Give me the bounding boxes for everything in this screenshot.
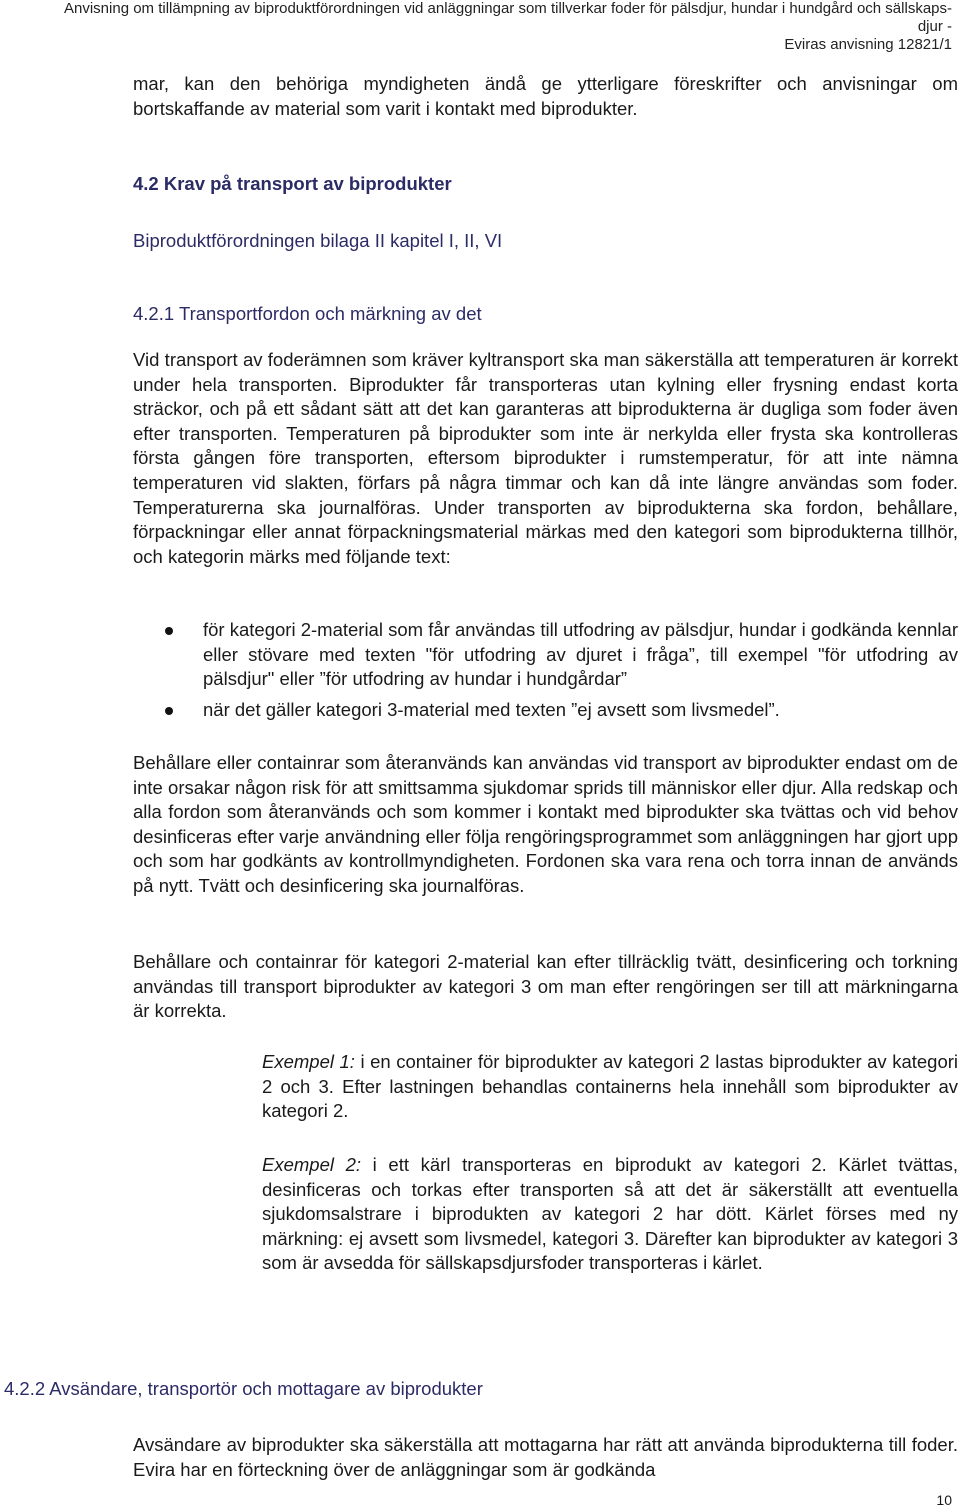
marking-text-list — [133, 618, 958, 722]
section-4-2-1-paragraph-2: Behållare eller containrar som återanvänds kan användas vid transport av biprodukter endast om de inte orsakar någon risk för att smittsamma sjukdomar sprids till människor eller djur. Alla redskap och alla fordon som återanvänds och som kommer i kontakt med biprodukter ska tvättas och vid behov desinficeras efter varje användning eller följa rengöringsprogrammet som anläggningen har gjort upp och som har godkänts av kontrollmyndigheten. Fordonen ska vara rena och torra innan de används på nytt. Tvätt och desinficering ska journalföras. — [133, 752, 958, 896]
example-1-text: i en container för biprodukter av kategori 2 lastas biprodukter av kategori 2 och 3. Efter lastningen behandlas containerns hela innehåll som biprodukter av kategori 2. — [262, 1051, 959, 1122]
section-4-2-heading: 4.2 Krav på transport av biprodukter — [133, 173, 452, 194]
bullet-icon — [165, 627, 173, 635]
section-4-2-1-paragraph-3: Behållare och containrar för kategori 2-material kan efter tillräcklig tvätt, desinficering och torkning användas till transport biprodukter av kategori 3 om man efter rengöringen ser till att märkningarna är korrekta. — [133, 951, 958, 1022]
header-title-line-2: djur - — [917, 18, 952, 35]
intro-paragraph: mar, kan den behöriga myndigheten ändå ge ytterligare föreskrifter och anvisningar om bortskaffande av material som varit i kontakt med biprodukter. — [133, 73, 958, 119]
section-4-2-2-heading: 4.2.2 Avsändare, transportör och mottagare av biprodukter — [4, 1378, 483, 1399]
bullet-icon — [165, 707, 173, 715]
section-4-2-1-paragraph: Vid transport av foderämnen som kräver kyltransport ska man säkerställa att temperaturen är korrekt under hela transporten. Biprodukter får transporteras utan kylning eller frysning endast korta sträckor, och på ett sådant sätt att det kan garanteras att biprodukterna är dugliga som foder även efter transporten. Temperaturen på biprodukter som inte är nerkylda eller frysta ska kontrolleras första gången före transporten, eftersom biprodukter i rumstemperatur, för att inte nämna temperaturen vid slakten, förfars på några timmar och kan då inte längre användas som foder. Temperaturerna ska journalföras. Under transporten av biprodukterna ska fordon, behållare, förpackningar eller annat förpackningsmaterial märkas med den kategori som biprodukterna tillhör, och kategorin märks med följande text: — [133, 349, 958, 567]
list-item-text: när det gäller kategori 3-material med texten ”ej avsett som livsmedel”. — [203, 698, 780, 720]
section-4-2-2-paragraph: Avsändare av biprodukter ska säkerställa att mottagarna har rätt att använda biprodukterna till foder. Evira har en förteckning över de anläggningar som är godkända — [133, 1434, 958, 1480]
example-1 — [262, 1050, 958, 1124]
list-item — [133, 618, 958, 692]
list-item-text: för kategori 2-material som får användas till utfodring av pälsdjur, hundar i godkända kennlar eller stövare med texten "för utfodring av djuret i fråga”, till exempel "för utfodring av pälsdjur" eller ”för utfodring av hundar i hundgårdar” — [203, 619, 958, 690]
header-reference: Eviras anvisning 12821/1 — [784, 36, 952, 53]
example-1-label: Exempel 1: — [262, 1051, 355, 1072]
section-4-2-reference: Biproduktförordningen bilaga II kapitel I, II, VI — [133, 230, 503, 251]
example-2-label: Exempel 2: — [262, 1154, 362, 1175]
example-2-text: i ett kärl transporteras en biprodukt av kategori 2. Kärlet tvättas, desinficeras och torkas efter transporten så att det är säkerställt att eventuella sjukdomsalstrare i biprodukten av kategori 2 har dött. Kärlet förses med ny märkning: ej avsett som livsmedel, kategori 3. Därefter kan biprodukter av kategori 3 som är avsedda för sällskapsdjursfoder transporteras i kärlet. — [262, 1154, 958, 1274]
header-title-line-1: Anvisning om tillämpning av biproduktförordningen vid anläggningar som tillverkar foder för pälsdjur, hundar i hundgård och sällskaps- — [64, 0, 952, 17]
page-header — [2, 0, 952, 54]
section-4-2-1-heading: 4.2.1 Transportfordon och märkning av det — [133, 303, 482, 324]
list-item — [133, 698, 958, 723]
page-number: 10 — [936, 1492, 952, 1508]
example-2 — [262, 1153, 958, 1276]
